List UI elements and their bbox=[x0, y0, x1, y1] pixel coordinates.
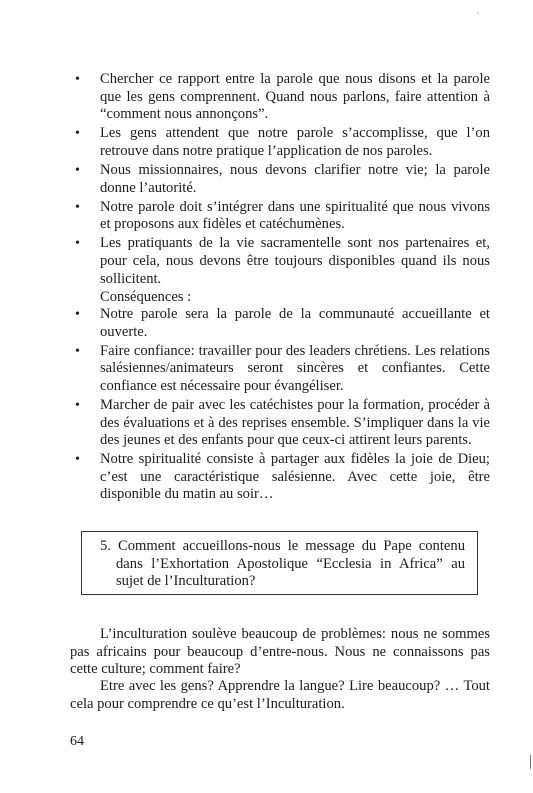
page-number: 64 bbox=[70, 734, 84, 749]
corner-mark: ʹ bbox=[477, 10, 479, 20]
list-item-text: Faire confiance: travailler pour des leaders chrétiens. Les relations salésiennes/animateurs seront sincères et confiantes. Cette confiance est nécessaire pour évangéliser. bbox=[100, 342, 490, 394]
bullet-icon: • bbox=[75, 452, 80, 468]
question-text: 5. Comment accueillons-nous le message du Pape contenu dans l’Exhortation Apostolique “Ecclesia in Africa” au sujet de l’Inculturation? bbox=[100, 538, 465, 590]
edge-mark bbox=[530, 755, 531, 769]
list-item bbox=[70, 397, 490, 450]
list-item-text: Notre spiritualité consiste à partager aux fidèles la joie de Dieu; c’est une caractéristique salésienne. Avec cette joie, être disponible du matin au soir… bbox=[100, 451, 490, 503]
bullet-icon: • bbox=[75, 343, 80, 359]
list-item bbox=[70, 125, 490, 160]
bullet-list-reflections bbox=[70, 71, 490, 290]
bullet-icon: • bbox=[75, 199, 80, 215]
list-item-text: Marcher de pair avec les catéchistes pour la formation, procéder à des évaluations et à des reprises ensemble. S’impliquer dans la vie des jeunes et des enfants pour que ceux-ci attirent leurs parents. bbox=[100, 396, 490, 449]
list-item bbox=[70, 71, 490, 124]
list-item bbox=[70, 162, 490, 197]
bullet-icon: • bbox=[75, 72, 80, 87]
question-box bbox=[81, 531, 478, 595]
list-item bbox=[70, 235, 490, 288]
paragraph: Etre avec les gens? Apprendre la langue? Lire beaucoup? … Tout cela pour comprendre ce qu’est l’Inculturation. bbox=[70, 678, 490, 712]
list-item-text: Notre parole doit s’intégrer dans une spiritualité que nous vivons et proposons aux fidèles et catéchumènes. bbox=[100, 198, 490, 233]
bullet-icon: • bbox=[75, 162, 80, 178]
bullet-icon: • bbox=[75, 397, 80, 413]
list-item bbox=[70, 306, 490, 341]
consequences-heading: Conséquences : bbox=[100, 289, 192, 305]
list-item bbox=[70, 343, 490, 396]
list-item-text: Chercher ce rapport entre la parole que nous disons et la parole que les gens comprennent. Quand nous parlons, faire attention à “comment nous annonçons”. bbox=[100, 71, 490, 123]
bullet-icon: • bbox=[75, 307, 80, 322]
bullet-icon: • bbox=[75, 126, 80, 142]
list-item-text: Les gens attendent que notre parole s’accomplisse, que l’on retrouve dans notre pratique l’application de nos paroles. bbox=[100, 125, 490, 159]
list-item-text: Nous missionnaires, nous devons clarifier notre vie; la parole donne l’autorité. bbox=[100, 161, 490, 196]
bullet-icon: • bbox=[75, 236, 80, 252]
bullet-list-consequences bbox=[70, 306, 490, 506]
list-item bbox=[70, 199, 490, 234]
paragraph: L’inculturation soulève beaucoup de problèmes: nous ne sommes pas africains pour beaucoup d’entre-nous. Nous ne connaissons pas cette culture; comment faire? bbox=[70, 626, 490, 678]
list-item-text: Les pratiquants de la vie sacramentelle sont nos partenaires et, pour cela, nous devons être toujours disponibles quand ils nous sollicitent. bbox=[100, 235, 490, 287]
list-item bbox=[70, 451, 490, 504]
list-item-text: Notre parole sera la parole de la communauté accueillante et ouverte. bbox=[100, 306, 490, 340]
